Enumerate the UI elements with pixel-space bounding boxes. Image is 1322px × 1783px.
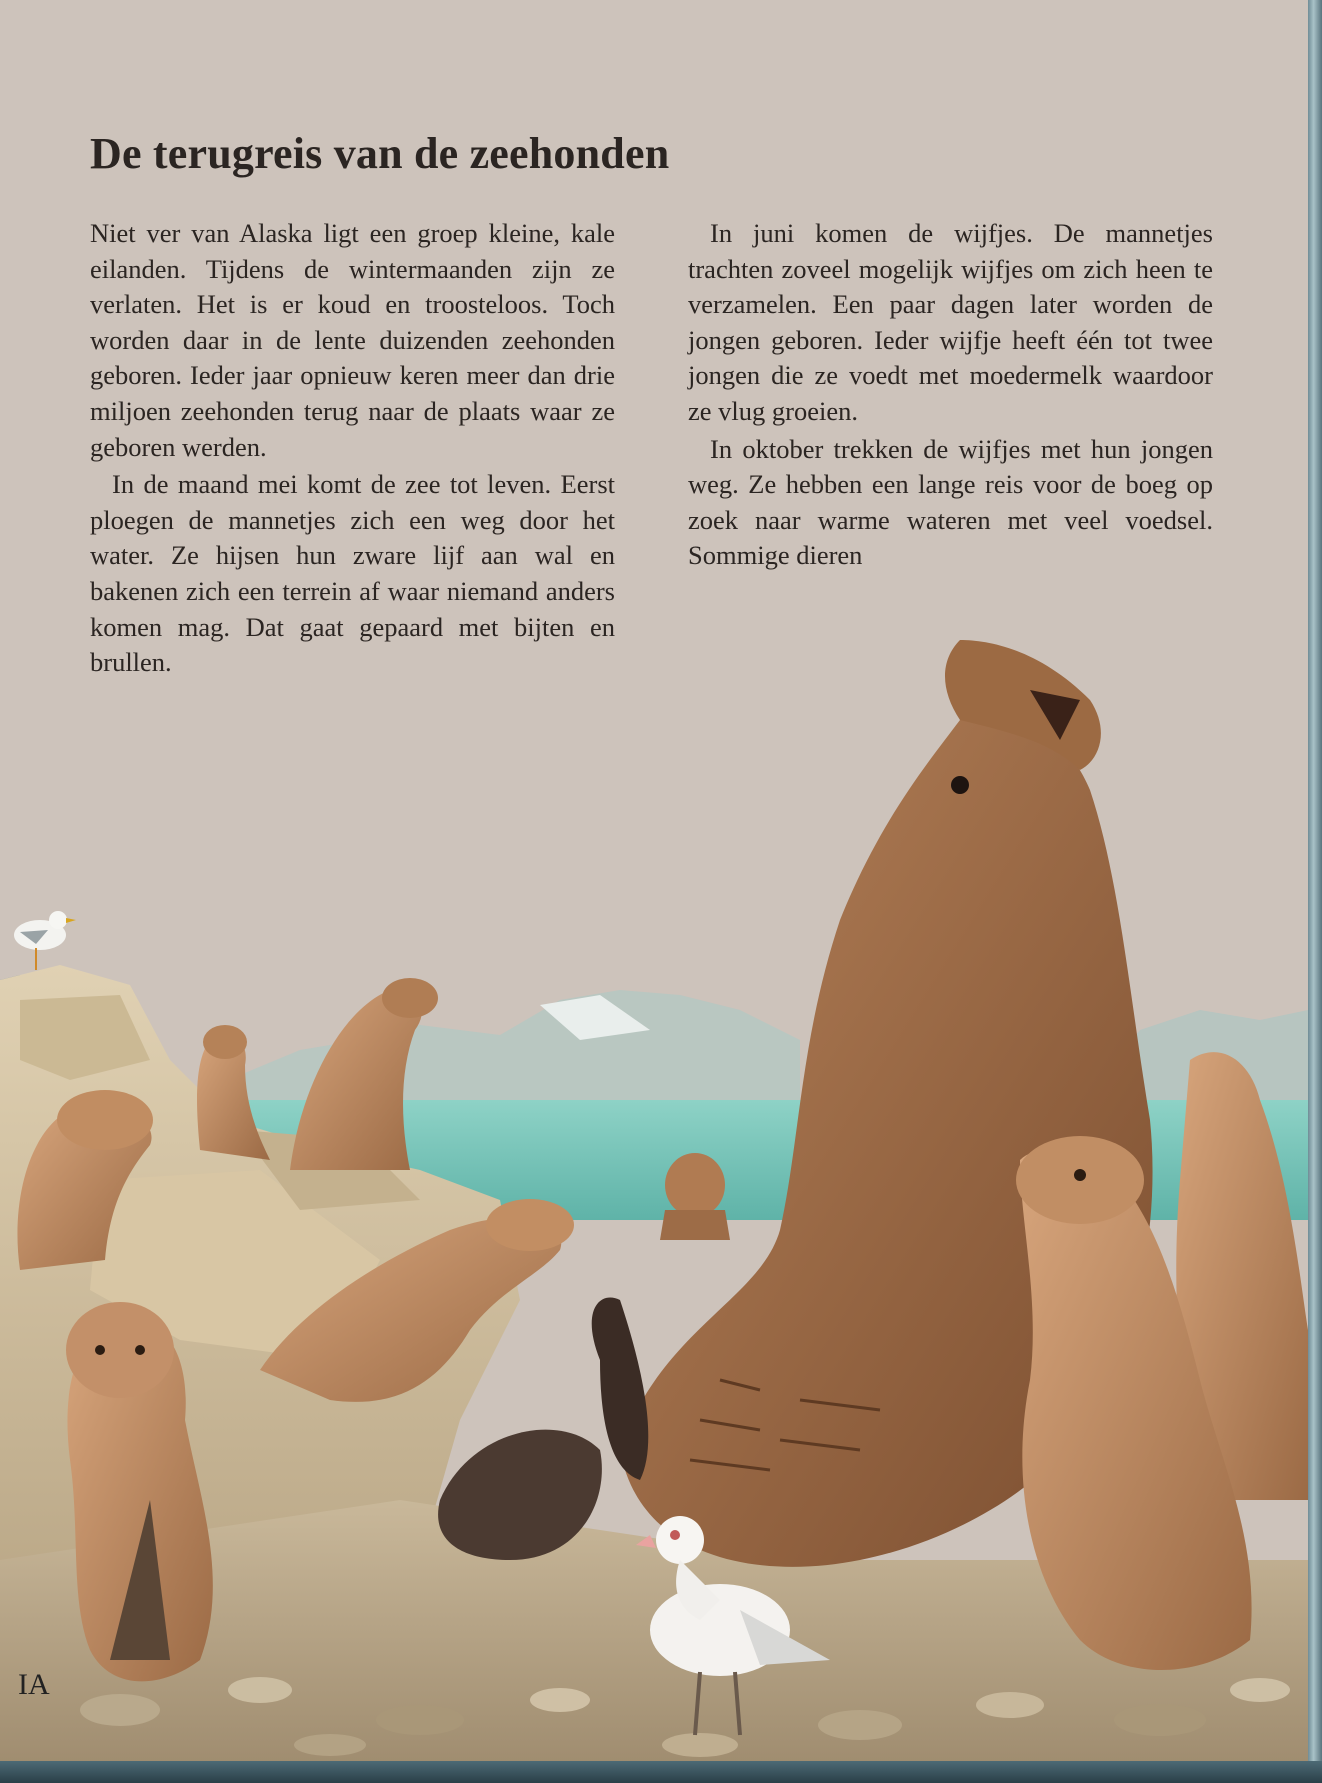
page-title: De terugreis van de zeehonden (90, 129, 670, 178)
text-column-right (688, 216, 1213, 576)
gull-icon (14, 911, 76, 970)
illustrator-signature: IA (18, 1668, 50, 1701)
paragraph: Niet ver van Alaska ligt een groep kleine, kale eilanden. Tijdens de wintermaanden zijn ze verlaten. Het is er koud en troosteloos. Toch worden daar in de lente duizenden zeehonden geboren. Ieder jaar opnieuw keren meer dan drie miljoen zeehonden terug naar de plaats waar ze geboren werden. (90, 218, 615, 462)
book-edge (1308, 0, 1322, 1783)
paragraph: In oktober trekken de wijfjes met hun jongen weg. Ze hebben een lange reis voor de boeg op zoek naar warme wateren met veel voedsel. Sommige dieren (688, 433, 1213, 571)
paragraph: In de maand mei komt de zee tot leven. Eerst ploegen de mannetjes zich een weg door het water. Ze hijsen hun zware lijf aan wal en bakenen zich een terrein af waar niemand anders komen mag. Dat gaat gepaard met bijten en brullen. (90, 469, 615, 678)
sea-lion-colony-illustration (0, 600, 1308, 1762)
book-edge (0, 1761, 1322, 1783)
paragraph: In juni komen de wijfjes. De mannetjes trachten zoveel mogelijk wijfjes om zich heen te verzamelen. Een paar dagen later worden de jongen geboren. Ieder wijfje heeft één tot twee jongen die ze voedt met moedermelk waardoor ze vlug groeien. (688, 218, 1213, 426)
